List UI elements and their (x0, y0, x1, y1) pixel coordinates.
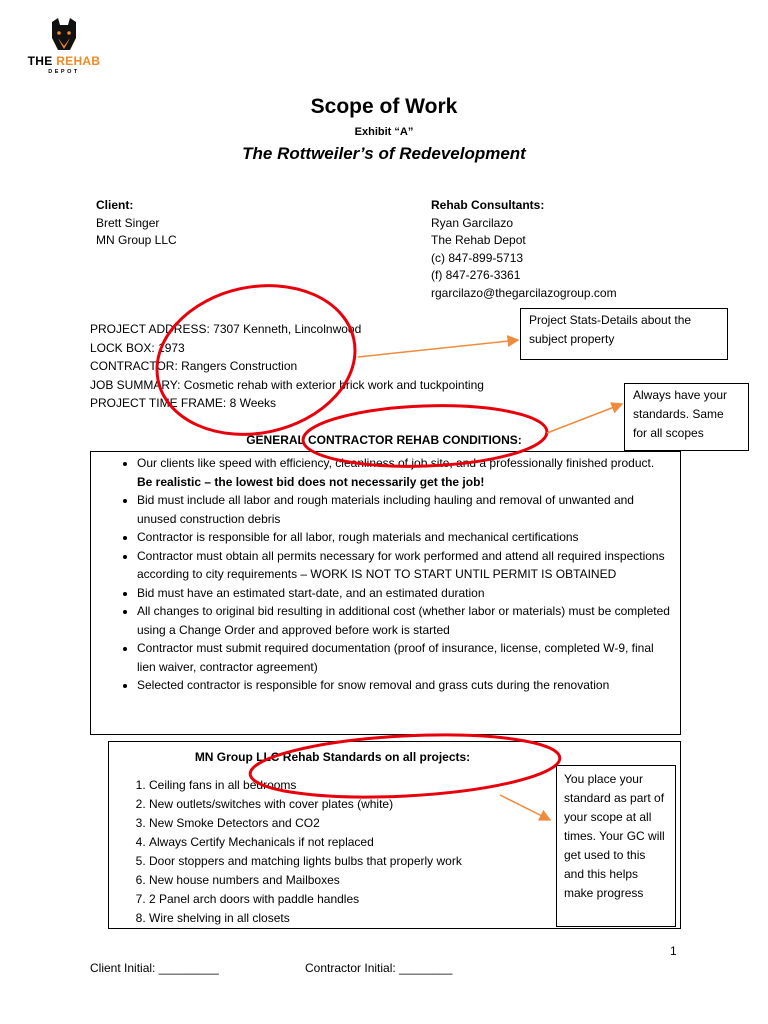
logo-subtext: DEPOT (48, 69, 80, 75)
client-block (96, 197, 177, 250)
arrow-to-standards-callout (547, 404, 622, 433)
rottweiler-logo-icon (22, 16, 106, 56)
gc-conditions-list (91, 452, 680, 695)
page-number: 1 (670, 944, 677, 958)
contractor: CONTRACTOR: Rangers Construction (90, 359, 298, 373)
company-logo (22, 16, 106, 86)
project-time-frame: PROJECT TIME FRAME: 8 Weeks (90, 396, 277, 410)
logo-wordmark: THE REHAB (27, 54, 101, 68)
list-item: 7. 2 Panel arch doors with paddle handles (149, 890, 462, 909)
client-name: Brett Singer (96, 215, 160, 230)
client-company: MN Group LLC (96, 233, 177, 247)
consultants-block (431, 197, 617, 302)
list-item: • Bid must have an estimated start-date, and an estimated duration (137, 584, 670, 603)
job-summary: JOB SUMMARY: Cosmetic rehab with exterior brick work and tuckpointing (90, 377, 484, 392)
list-item: 6. New house numbers and Mailboxes (149, 871, 462, 890)
list-item: • Contractor must submit required documentation (proof of insurance, license, completed W-9, final lien waiver, contractor agreement) (137, 639, 670, 676)
list-item: • Contractor must obtain all permits necessary for work performed and attend all required inspections according to city requirements – WORK IS NOT TO START UNTIL PERMIT IS OBTAINED (137, 547, 670, 584)
list-item: • Our clients like speed with efficiency, cleanliness of job site, and a professionally finished product. Be realistic – the lowest bid does not necessarily get the job! (137, 454, 670, 491)
list-item: 5. Door stoppers and matching lights bulbs that properly work (149, 852, 462, 871)
exhibit-label: Exhibit “A” (354, 126, 414, 138)
list-item: • Bid must include all labor and rough materials including hauling and removal of unwanted and unused construction debris (137, 491, 670, 528)
list-item: 4. Always Certify Mechanicals if not replaced (149, 833, 462, 852)
consultant-email: rgarcilazo@thegarcilazogroup.com (431, 285, 617, 300)
list-item: • Contractor is responsible for all labor, rough materials and mechanical certifications (137, 528, 670, 547)
list-item: 3. New Smoke Detectors and CO2 (149, 814, 462, 833)
consultant-company: The Rehab Depot (431, 233, 526, 247)
callout-standard-note: You place your standard as part of your scope at all times. Your GC will get used to this and this helps make progress (556, 765, 676, 927)
gc-conditions-box (90, 451, 681, 735)
lock-box: LOCK BOX: 1973 (90, 340, 185, 355)
callout-project-stats: Project Stats-Details about the subject property (520, 308, 728, 360)
page-title: Scope of Work (310, 95, 458, 118)
standards-list (119, 776, 462, 928)
consultants-label: Rehab Consultants: (431, 198, 545, 212)
contractor-initial-field: Contractor Initial: ________ (305, 961, 453, 975)
list-item: • All changes to original bid resulting in additional cost (whether labor or materials) must be completed using a Change Order and approved before work is started (137, 602, 670, 639)
consultant-name: Ryan Garcilazo (431, 215, 514, 230)
client-initial-field: Client Initial: _________ (90, 961, 219, 975)
page-subtitle: The Rottweiler’s of Redevelopment (242, 144, 526, 163)
callout-standards: Always have your standards. Same for all scopes (624, 383, 749, 451)
list-item: • Selected contractor is responsible for snow removal and grass cuts during the renovation (137, 676, 670, 695)
list-item: 8. Wire shelving in all closets (149, 909, 462, 928)
project-details (90, 320, 484, 413)
list-item: 2. New outlets/switches with cover plates (white) (149, 795, 462, 814)
standards-title: MN Group LLC Rehab Standards on all projects: (194, 750, 471, 764)
consultant-fax: (f) 847-276-3361 (431, 268, 521, 282)
gc-conditions-title: GENERAL CONTRACTOR REHAB CONDITIONS: (246, 433, 522, 447)
list-item: 1. Ceiling fans in all bedrooms (149, 776, 462, 795)
consultant-cell: (c) 847-899-5713 (431, 250, 524, 265)
client-label: Client: (96, 198, 134, 212)
project-address: PROJECT ADDRESS: 7307 Kenneth, Lincolnwood (90, 322, 362, 336)
